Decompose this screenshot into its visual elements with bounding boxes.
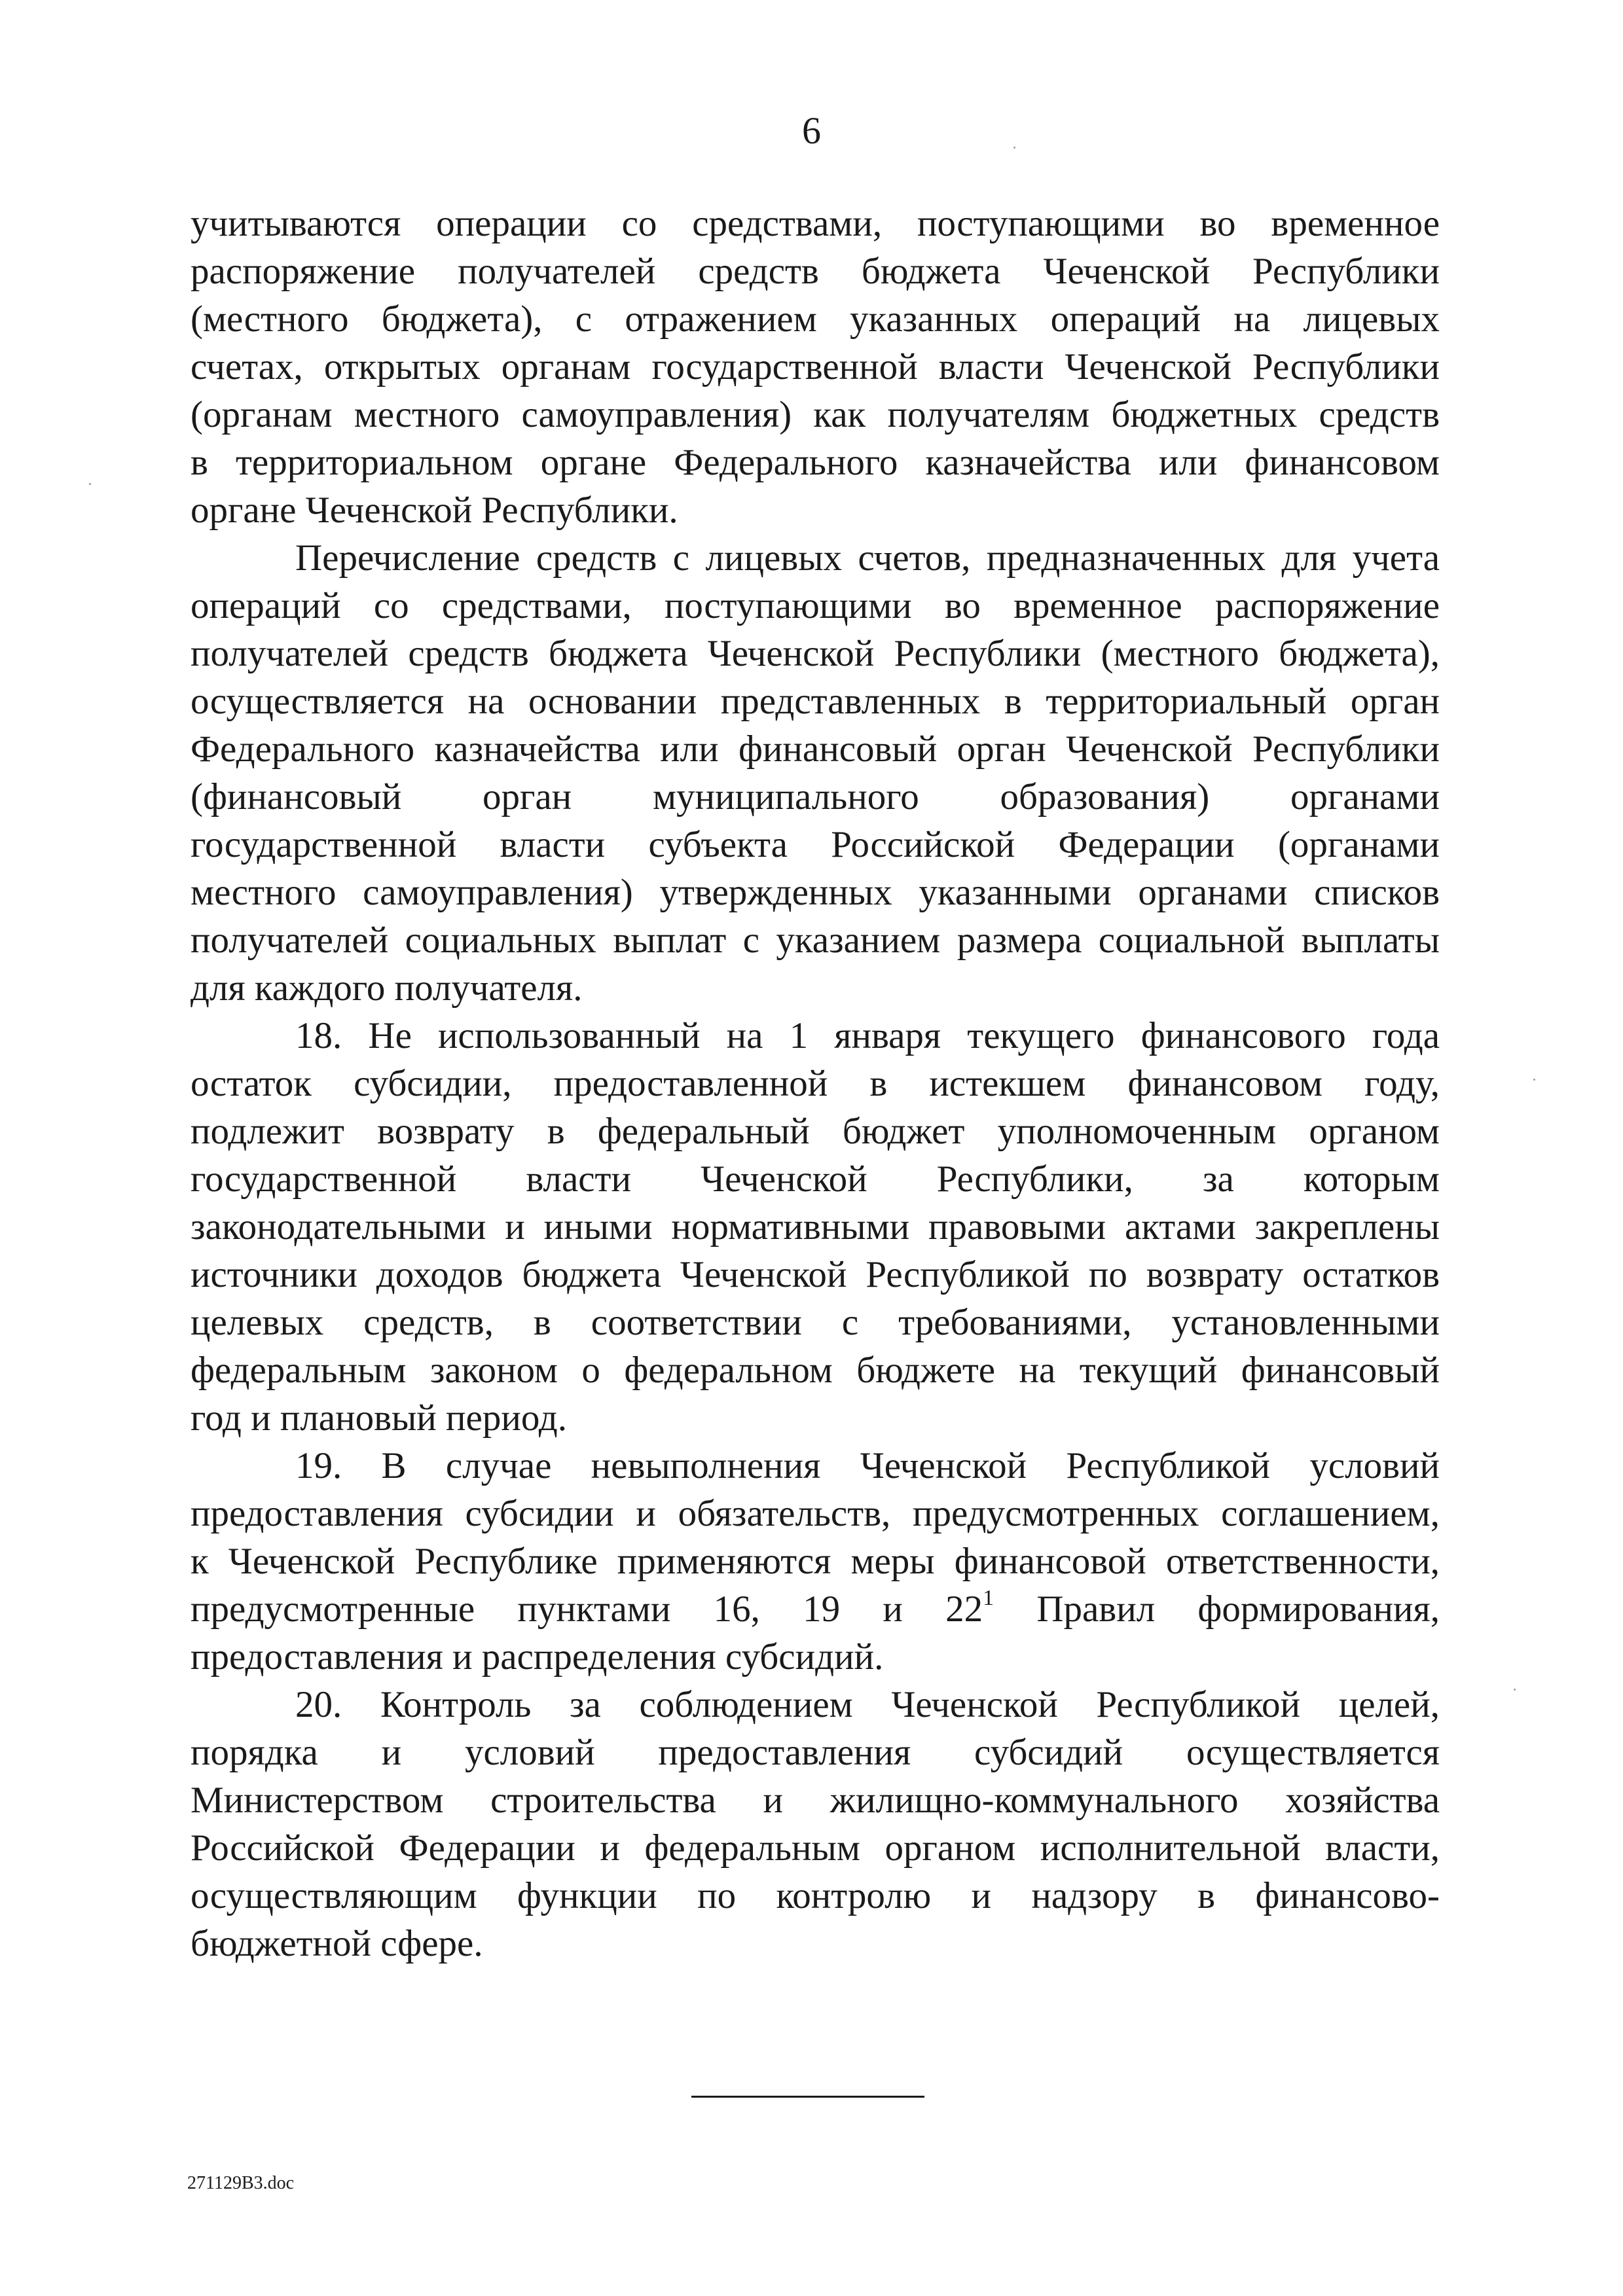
text-line: федеральным законом о федеральном бюджете на текущий финансовый	[191, 1350, 1440, 1391]
paragraph-continuation	[191, 200, 1440, 534]
paragraph-clause-18	[191, 1012, 1440, 1442]
text-line: источники доходов бюджета Чеченской Республикой по возврату остатков	[191, 1254, 1440, 1295]
text-line: предоставления и распределения субсидий.	[191, 1636, 884, 1677]
text-line: (местного бюджета), с отражением указанных операций на лицевых	[191, 298, 1440, 340]
text-line: подлежит возврату в федеральный бюджет уполномоченным органом	[191, 1111, 1440, 1152]
text-line: бюджетной сфере.	[191, 1923, 483, 1964]
paragraph-clause-20	[191, 1681, 1440, 1967]
document-body	[191, 200, 1440, 1967]
paragraph-clause-19	[191, 1442, 1440, 1681]
text-line: учитываются операции со средствами, поступающими во временное	[191, 203, 1440, 244]
scan-speck	[89, 483, 91, 485]
text-line: государственной власти субъекта Российской Федерации (органами	[191, 824, 1440, 865]
text-line: 18. Не использованный на 1 января текущего финансового года	[295, 1015, 1440, 1056]
text-line: Перечисление средств с лицевых счетов, предназначенных для учета	[295, 537, 1440, 579]
scan-speck	[1514, 1689, 1516, 1691]
text-line: получателей социальных выплат с указанием размера социальной выплаты	[191, 920, 1440, 961]
text-line: 20. Контроль за соблюдением Чеченской Республикой целей,	[295, 1684, 1440, 1725]
text-fragment: Правил формирования,	[1036, 1588, 1440, 1630]
text-line: 19. В случае невыполнения Чеченской Республикой условий	[295, 1445, 1440, 1486]
text-line: в территориальном органе Федерального казначейства или финансовом	[191, 442, 1440, 483]
text-line: органе Чеченской Республики.	[191, 490, 678, 531]
text-line: порядка и условий предоставления субсидий осуществляется	[191, 1732, 1440, 1773]
text-line: (финансовый орган муниципального образования) органами	[191, 776, 1440, 817]
text-line: Министерством строительства и жилищно-коммунального хозяйства	[191, 1780, 1440, 1821]
text-line: (органам местного самоуправления) как получателям бюджетных средств	[191, 394, 1440, 435]
text-line: распоряжение получателей средств бюджета Чеченской Республики	[191, 251, 1440, 292]
text-line: год и плановый период.	[191, 1397, 567, 1439]
superscript-mark: 1	[983, 1586, 994, 1610]
paragraph-transfer	[191, 534, 1440, 1012]
text-line: целевых средств, в соответствии с требованиями, установленными	[191, 1302, 1440, 1343]
text-line: Российской Федерации и федеральным органом исполнительной власти,	[191, 1827, 1440, 1869]
scan-speck	[1533, 1079, 1535, 1081]
scan-speck	[1013, 147, 1015, 149]
text-line: счетах, открытых органам государственной власти Чеченской Республики	[191, 346, 1440, 387]
text-line: местного самоуправления) утвержденных указанными органами списков	[191, 872, 1440, 913]
text-line: государственной власти Чеченской Республики, за которым	[191, 1158, 1440, 1200]
text-line: законодательными и иными нормативными правовыми актами закреплены	[191, 1206, 1440, 1247]
text-line: остаток субсидии, предоставленной в истекшем финансовом году,	[191, 1063, 1440, 1104]
end-of-text-rule	[691, 2096, 924, 2098]
text-line: операций со средствами, поступающими во временное распоряжение	[191, 585, 1440, 626]
text-line-with-superscript	[191, 1585, 1440, 1633]
text-line: осуществляется на основании представленных в территориальный орган	[191, 681, 1440, 722]
text-line: осуществляющим функции по контролю и надзору в финансово-	[191, 1875, 1440, 1916]
text-line: Федерального казначейства или финансовый орган Чеченской Республики	[191, 728, 1440, 770]
text-line: получателей средств бюджета Чеченской Республики (местного бюджета),	[191, 633, 1440, 674]
page-number: 6	[802, 109, 821, 152]
footer-filename: 271129B3.doc	[187, 2173, 295, 2193]
text-line: предоставления субсидии и обязательств, предусмотренных соглашением,	[191, 1493, 1440, 1534]
text-line: к Чеченской Республике применяются меры финансовой ответственности,	[191, 1541, 1440, 1582]
text-line: для каждого получателя.	[191, 967, 583, 1009]
text-fragment: предусмотренные пунктами 16, 19 и 22	[191, 1588, 983, 1630]
